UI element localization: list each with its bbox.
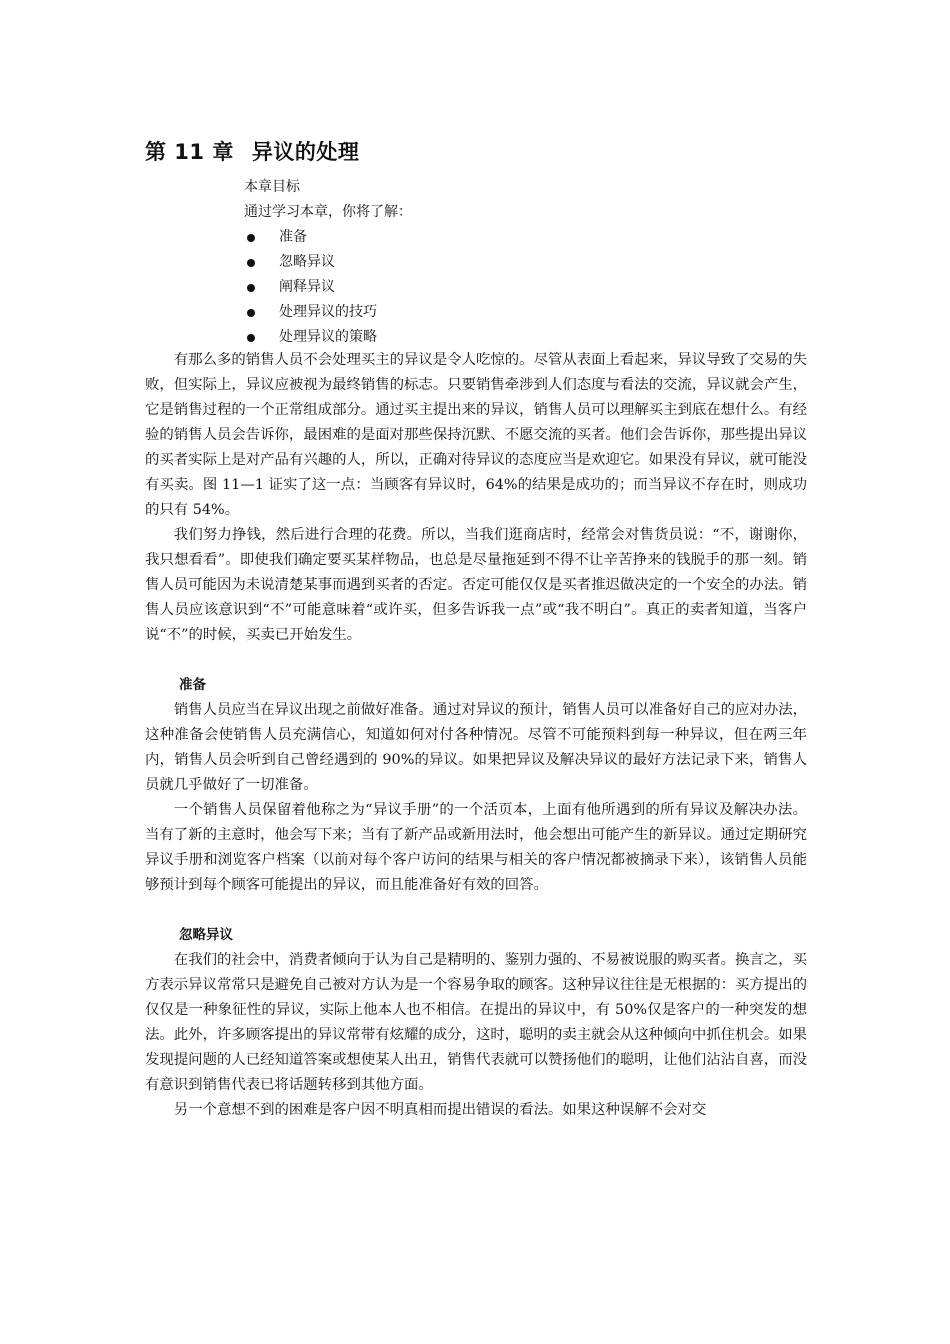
paragraph: 一个销售人员保留着他称之为“异议手册”的一个活页本，上面有他所遇到的所有异议及解决办法。当有了新的主意时，他会写下来；当有了新产品或新用法时，他会想出可能产生的新异议。通过定期研究异议手册和浏览客户档案（以前对每个客户访问的结果与相关的客户情况都被摘录下来），该销售人员能够预计到每个顾客可能提出的异议，而且能准备好有效的回答。 <box>145 802 807 893</box>
objective-item-label: 阐释异议 <box>279 279 335 295</box>
objective-item <box>244 300 412 325</box>
objective-item-label: 忽略异议 <box>279 254 335 270</box>
objective-item-label: 处理异议的技巧 <box>279 304 377 320</box>
section-heading-ignore: 忽略异议 <box>179 927 233 943</box>
bullet-icon <box>247 234 255 242</box>
chapter-objectives <box>244 175 412 350</box>
chapter-title <box>145 138 359 166</box>
paragraph: 在我们的社会中，消费者倾向于认为自己是精明的、鉴别力强的、不易被说服的购买者。换言之，买方表示异议常常只是避免自己被对方认为是一个容易争取的顾客。这种异议往往是无根据的：买方提出的仅仅是一种象征性的异议，实际上他本人也不相信。在提出的异议中，有 50%仅是客户的一种突发的想法。此外，许多顾客提出的异议常带有炫耀的成分，这时，聪明的卖主就会从这种倾向中抓住机会。如果发现提问题的人已经知道答案或想使某人出丑，销售代表就可以赞扬他们的聪明，让他们沾沾自喜，而没有意识到销售代表已将话题转移到其他方面。 <box>145 952 807 1093</box>
chapter-number: 第 11 章 <box>145 140 234 164</box>
paragraph: 我们努力挣钱，然后进行合理的花费。所以，当我们逛商店时，经常会对售货员说：“不，谢谢你，我只想看看”。即使我们确定要买某样物品，也总是尽量拖延到不得不让辛苦挣来的钱脱手的那一刻。销售人员可能因为未说清楚某事而遇到买者的否定。否定可能仅仅是买者推迟做决定的一个安全的办法。销售人员应该意识到“不”可能意味着“或许买，但多告诉我一点”或“我不明白”。真正的卖者知道，当客户说“不”的时候，买卖已开始发生。 <box>145 527 807 643</box>
chapter-name: 异议的处理 <box>251 140 360 164</box>
objectives-heading: 本章目标 <box>244 179 300 195</box>
paragraph: 有那么多的销售人员不会处理买主的异议是令人吃惊的。尽管从表面上看起来，异议导致了交易的失败，但实际上，异议应被视为最终销售的标志。只要销售牵涉到人们态度与看法的交流，异议就会产生，它是销售过程的一个正常组成部分。通过买主提出来的异议，销售人员可以理解买主到底在想什么。有经验的销售人员会告诉你，最困难的是面对那些保持沉默、不愿交流的买者。他们会告诉你，那些提出异议的买者实际上是对产品有兴趣的人，所以，正确对待异议的态度应当是欢迎它。如果没有异议，就可能没有买卖。图 11—1 证实了这一点：当顾客有异议时，64%的结果是成功的；而当异议不存在时，则成功的只有 54%。 <box>145 352 807 518</box>
paragraph: 另一个意想不到的困难是客户因不明真相而提出错误的看法。如果这种误解不会对交 <box>173 1102 707 1118</box>
paragraph: 销售人员应当在异议出现之前做好准备。通过对异议的预计，销售人员可以准备好自己的应对办法，这种准备会使销售人员充满信心，知道如何对付各种情况。尽管不可能预料到每一种异议，但在两三年内，销售人员会听到自己曾经遇到的 90%的异议。如果把异议及解决异议的最好方法记录下来，销售人员就几乎做好了一切准备。 <box>145 702 807 793</box>
bullet-icon <box>247 309 255 317</box>
objective-item <box>244 275 412 300</box>
objective-item <box>244 250 412 275</box>
bullet-icon <box>247 284 255 292</box>
objectives-intro: 通过学习本章，你将了解： <box>244 204 412 220</box>
bullet-icon <box>247 334 255 342</box>
bullet-icon <box>247 259 255 267</box>
objective-item-label: 处理异议的策略 <box>279 329 377 345</box>
objective-item-label: 准备 <box>279 229 307 245</box>
objective-item <box>244 325 412 350</box>
body-text <box>145 348 807 1123</box>
objectives-list <box>244 225 412 350</box>
objective-item <box>244 225 412 250</box>
section-heading-prepare: 准备 <box>179 677 206 693</box>
